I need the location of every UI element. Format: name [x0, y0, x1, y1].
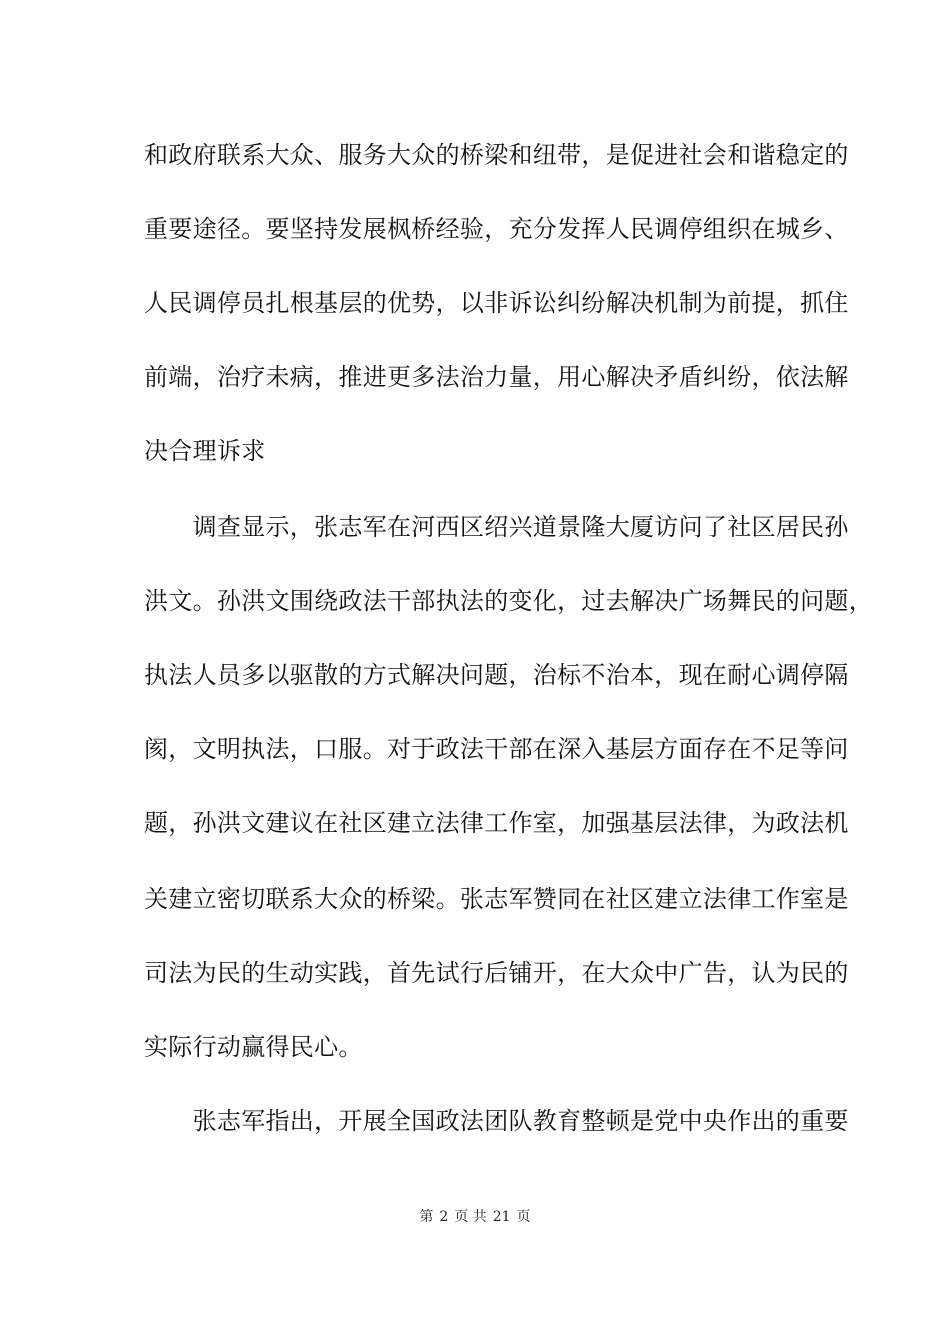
- body-text-line: 题，孙洪文建议在社区建立法律工作室，加强基层法律，为政法机: [144, 809, 849, 837]
- body-text-line: 人民调停员扎根基层的优势，以非诉讼纠纷解决机制为前提，抓住: [144, 289, 849, 317]
- body-text-line: 洪文。孙洪文围绕政法干部执法的变化，过去解决广场舞民的问题，: [144, 587, 873, 615]
- body-text-line: 决合理诉求: [144, 437, 266, 465]
- page-footer: [0, 1208, 950, 1226]
- current-page-number: 2: [439, 1209, 449, 1225]
- body-text-line: 关建立密切联系大众的桥梁。张志军赞同在社区建立法律工作室是: [144, 885, 849, 913]
- body-text-line: 实际行动赢得民心。: [144, 1033, 363, 1061]
- footer-suffix: 页: [516, 1209, 531, 1225]
- footer-prefix: 第: [419, 1209, 434, 1225]
- body-text-line: 司法为民的生动实践，首先试行后铺开，在大众中广告，认为民的: [144, 959, 849, 987]
- body-text-line: 阂，文明执法，口服。对于政法干部在深入基层方面存在不足等问: [144, 735, 849, 763]
- body-text-line: 张志军指出，开展全国政法团队教育整顿是党中央作出的重要: [144, 1107, 849, 1135]
- footer-middle: 页 共: [454, 1209, 487, 1225]
- body-text-line: 调查显示，张志军在河西区绍兴道景隆大厦访问了社区居民孙: [144, 513, 849, 541]
- body-text-line: 执法人员多以驱散的方式解决问题，治标不治本，现在耐心调停隔: [144, 661, 849, 689]
- total-pages-number: 21: [492, 1209, 511, 1225]
- body-text-line: 重要途径。要坚持发展枫桥经验，充分发挥人民调停组织在城乡、: [144, 215, 849, 243]
- body-text-line: 前端，治疗未病，推进更多法治力量，用心解决矛盾纠纷，依法解: [144, 363, 849, 391]
- body-text-line: 和政府联系大众、服务大众的桥梁和纽带，是促进社会和谐稳定的: [144, 141, 849, 169]
